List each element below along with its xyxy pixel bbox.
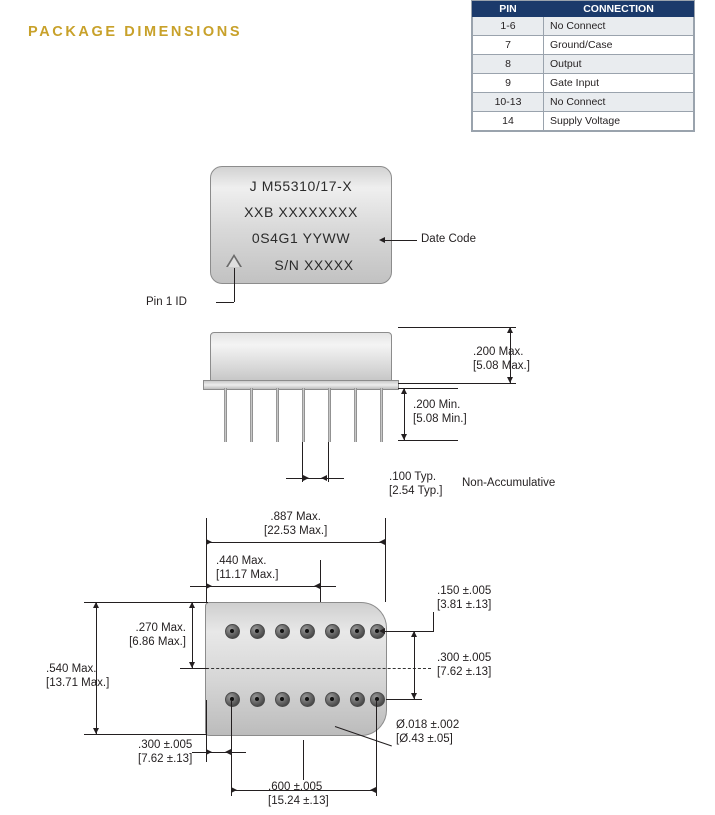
package-side-flange (203, 380, 399, 390)
row-space-in: .300 ±.005 (437, 652, 492, 664)
cell-pin: 7 (473, 36, 544, 55)
table-header-connection: CONNECTION (544, 2, 694, 17)
lead-pin (224, 388, 227, 442)
cell-pin: 8 (473, 55, 544, 74)
leftpitch-dim-label (138, 738, 192, 766)
inner-dim-label (216, 554, 278, 582)
topoffset-dim-label (112, 621, 186, 649)
edge-dim-label (437, 584, 491, 612)
pad (325, 624, 340, 639)
leftpitch-dim-line (192, 752, 246, 753)
inner-len-mm: [11.17 Max.] (216, 569, 279, 581)
length-in: .887 Max. (270, 511, 321, 523)
span-center-ext (303, 740, 304, 780)
left-pitch-in: .300 ±.005 (138, 739, 193, 751)
pin1-leader-vline (234, 268, 235, 302)
width-arrow-down (93, 728, 99, 734)
pitch-arrow-right (303, 475, 309, 481)
length-mm: [22.53 Max.] (264, 525, 328, 537)
height-arrow-up (507, 327, 513, 333)
topoffset-arrow-down (189, 662, 195, 668)
pitch-dim-line (286, 478, 344, 479)
pitch-note: Non-Accumulative (462, 477, 556, 489)
pin-connection-table (471, 0, 695, 132)
cell-connection: Output (544, 55, 694, 74)
pad (300, 624, 315, 639)
lead-pin (380, 388, 383, 442)
length-dim-label (264, 510, 327, 538)
lead-min-mm: [5.08 Min.] (413, 413, 467, 425)
package-side-body (210, 332, 392, 382)
table-row (473, 55, 694, 74)
lead-pin (302, 388, 305, 442)
table-row (473, 36, 694, 55)
width-in: .540 Max. (46, 663, 97, 675)
marking-line-1: J M55310/17-X (249, 178, 353, 194)
cell-pin: 14 (473, 112, 544, 131)
lead-pin (276, 388, 279, 442)
span-ext-left (231, 700, 232, 796)
center-axis-horizontal (196, 668, 431, 669)
span-mm: [15.24 ±.13] (268, 795, 329, 807)
edge-mm: [3.81 ±.13] (437, 599, 492, 611)
width-ext-top (84, 602, 206, 603)
inner-ext-right (320, 560, 321, 602)
pitch-ext-line-right (328, 442, 329, 482)
pin1-label: Pin 1 ID (146, 296, 187, 308)
lead-pin (354, 388, 357, 442)
width-ext-bottom (84, 734, 206, 735)
cell-connection: Ground/Case (544, 36, 694, 55)
cell-connection: Gate Input (544, 74, 694, 93)
lead-min-in: .200 Min. (413, 399, 461, 411)
length-arrow-left (206, 539, 212, 545)
lead-ext-line-bottom (398, 440, 458, 441)
height-ext-line-top (398, 327, 516, 328)
pad (275, 692, 290, 707)
top-offset-in: .270 Max. (135, 622, 186, 634)
height-max-mm: [5.08 Max.] (473, 360, 530, 372)
marking-line-3: 0S4G1 YYWW (251, 230, 351, 246)
table-header-pin: PIN (473, 2, 544, 17)
lead-pin (250, 388, 253, 442)
inner-arrow-right (314, 583, 320, 589)
pad (350, 692, 365, 707)
hole-dia-mm: [Ø.43 ±.05] (396, 733, 453, 745)
pin1-leader-hline (216, 302, 234, 303)
lead-pin (328, 388, 331, 442)
table-row (473, 93, 694, 112)
cell-connection: Supply Voltage (544, 112, 694, 131)
table-row (473, 112, 694, 131)
pad (275, 624, 290, 639)
span-ext-right (376, 700, 377, 796)
pad (225, 624, 240, 639)
span-arrow-left (231, 787, 237, 793)
table-row (473, 17, 694, 36)
marking-line-2: XXB XXXXXXXX (244, 204, 358, 220)
hole-dim-label (396, 718, 459, 746)
rowspace-dim-line (414, 631, 415, 699)
marking-line-4: S/N XXXXX (274, 257, 354, 273)
length-arrow-right (379, 539, 385, 545)
date-code-leader-line (385, 240, 417, 241)
pitch-dim-label (389, 470, 443, 498)
cell-pin: 1-6 (473, 17, 544, 36)
span-arrow-right (370, 787, 376, 793)
inner-len-in: .440 Max. (216, 555, 267, 567)
lead-ext-line-top (398, 388, 458, 389)
pitch-arrow-left (321, 475, 327, 481)
rowspace-arrow-up (411, 631, 417, 637)
width-dim-label (46, 662, 109, 690)
topoffset-ext-bottom (180, 668, 208, 669)
width-arrow-up (93, 602, 99, 608)
inner-ext-left (206, 560, 207, 602)
pin1-id-triangle-inner (228, 257, 240, 267)
width-mm: [13.71 Max.] (46, 677, 110, 689)
date-code-label: Date Code (421, 233, 476, 245)
inner-arrow-left (206, 583, 212, 589)
height-ext-line-bottom (398, 383, 516, 384)
row-space-mm: [7.62 ±.13] (437, 666, 492, 678)
height-dim-label (473, 345, 530, 373)
rowspace-dim-label (437, 651, 491, 679)
package-bottom-view (205, 602, 387, 736)
lead-arrow-down (401, 434, 407, 440)
edge-arrow (379, 628, 385, 634)
pitch-in: .100 Typ. (389, 471, 437, 483)
lead-dim-label (413, 398, 467, 426)
pad (250, 692, 265, 707)
length-dim-line (206, 542, 386, 543)
hole-dia-in: Ø.018 ±.002 (396, 719, 460, 731)
date-code-arrow (379, 237, 385, 243)
left-pitch-mm: [7.62 ±.13] (138, 753, 193, 765)
span-dim-label (268, 780, 329, 808)
pad (300, 692, 315, 707)
pitch-mm: [2.54 Typ.] (389, 485, 443, 497)
table-row (473, 74, 694, 93)
top-offset-mm: [6.86 Max.] (129, 636, 186, 648)
pad (370, 692, 385, 707)
length-ext-right (385, 518, 386, 602)
rowspace-ext-bottom (386, 699, 422, 700)
cell-pin: 10-13 (473, 93, 544, 112)
rowspace-arrow-down (411, 693, 417, 699)
table-header-row (473, 2, 694, 17)
leftpitch-arrow-left (206, 749, 212, 755)
edge-in: .150 ±.005 (437, 585, 492, 597)
pad (350, 624, 365, 639)
lead-arrow-up (401, 388, 407, 394)
cell-pin: 9 (473, 74, 544, 93)
edge-ext-vline (433, 612, 434, 632)
cell-connection: No Connect (544, 93, 694, 112)
cell-connection: No Connect (544, 17, 694, 36)
height-max-in: .200 Max. (473, 346, 524, 358)
lead-dim-line (404, 388, 405, 440)
pad (250, 624, 265, 639)
pad (325, 692, 340, 707)
page-title: PACKAGE DIMENSIONS (28, 24, 243, 40)
span-in: .600 ±.005 (268, 781, 323, 793)
topoffset-dim-line (192, 602, 193, 668)
height-arrow-down (507, 377, 513, 383)
pad (225, 692, 240, 707)
